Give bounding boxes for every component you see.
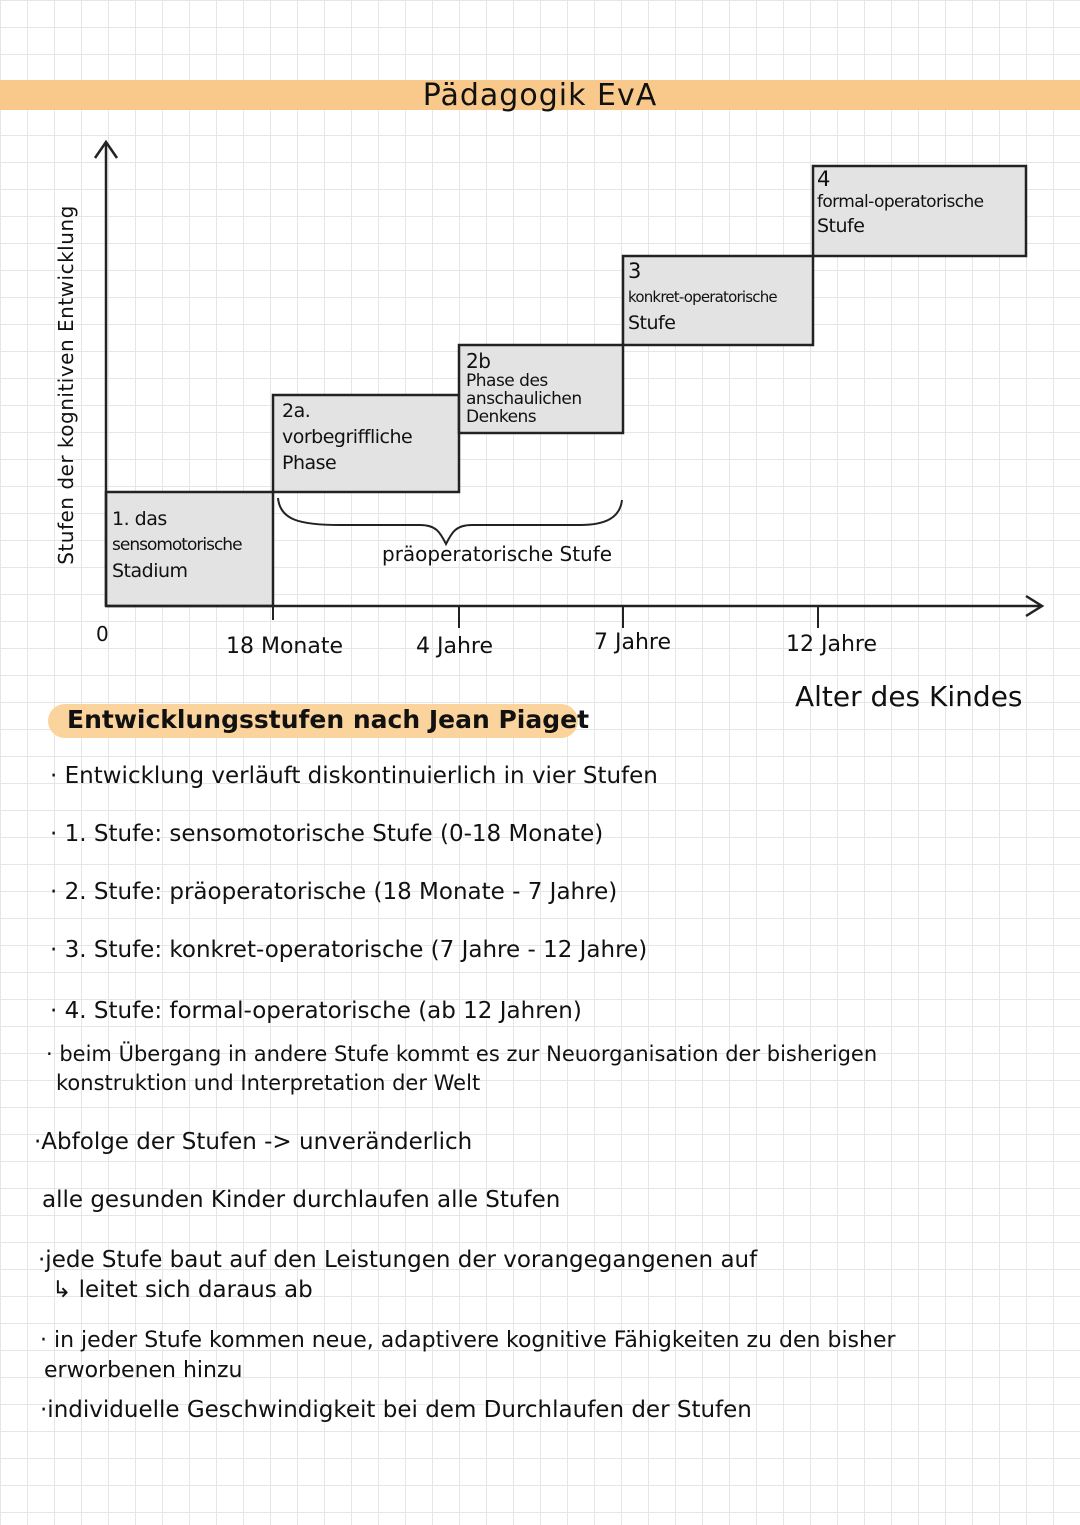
stage-2b-line-4: Denkens — [466, 407, 537, 427]
stage-2a-line-2: vorbegriffliche — [282, 426, 413, 448]
tick-label-4-jahre: 4 Jahre — [416, 634, 493, 659]
note-8: ·Abfolge der Stufen -> unveränderlich — [34, 1129, 473, 1155]
brace-label: präoperatorische Stufe — [382, 542, 613, 566]
stage-3-line-1: 3 — [628, 259, 641, 283]
stage-2b-line-2: Phase des — [466, 371, 548, 391]
stage-4-line-1: 4 — [817, 167, 830, 191]
note-10: ·jede Stufe baut auf den Leistungen der vorangegangenen auf — [38, 1247, 758, 1273]
note-5: · 4. Stufe: formal-operatorische (ab 12 Jahren) — [50, 998, 582, 1024]
note-11: ↳ leitet sich daraus ab — [52, 1277, 313, 1303]
stage-4-line-2: formal-operatorische — [817, 192, 984, 212]
stage-2a-line-3: Phase — [282, 452, 337, 474]
note-7: konstruktion und Interpretation der Welt — [56, 1071, 481, 1095]
stage-1-line-3: Stadium — [112, 560, 188, 582]
stage-label-2b — [466, 350, 582, 426]
tick-label-18-monate: 18 Monate — [226, 634, 344, 659]
stage-label-3 — [628, 258, 777, 336]
stage-1-line-2: sensomotorische — [112, 535, 242, 555]
stage-2b-line-1: 2b — [466, 349, 491, 373]
tick-label-7-jahre: 7 Jahre — [594, 630, 671, 655]
tick-label-12-jahre: 12 Jahre — [786, 632, 877, 657]
preoperational-brace — [278, 498, 622, 544]
stage-3-line-2: konkret-operatorische — [628, 288, 777, 306]
stage-2b-line-3: anschaulichen — [466, 389, 582, 409]
page-title: Pädagogik EvA — [422, 78, 658, 113]
x-axis-label: Alter des Kindes — [795, 680, 1023, 713]
stage-2a-line-1: 2a. — [282, 400, 311, 422]
stage-3-line-3: Stufe — [628, 312, 676, 334]
note-6: · beim Übergang in andere Stufe kommt es zur Neuorganisation der bisherigen — [46, 1042, 878, 1066]
section-heading: Entwicklungsstufen nach Jean Piaget — [67, 705, 590, 734]
stage-1-line-1: 1. das — [112, 508, 167, 530]
stage-label-4 — [817, 168, 984, 238]
note-13: erworbenen hinzu — [44, 1358, 243, 1383]
y-axis-label: Stufen der kognitiven Entwicklung — [54, 205, 78, 565]
note-9: alle gesunden Kinder durchlaufen alle Stufen — [42, 1187, 561, 1213]
origin-label: 0 — [96, 622, 109, 646]
note-1: · Entwicklung verläuft diskontinuierlich in vier Stufen — [50, 763, 658, 789]
stage-label-2a — [282, 398, 412, 476]
note-3: · 2. Stufe: präoperatorische (18 Monate - 7 Jahre) — [50, 879, 618, 905]
note-2: · 1. Stufe: sensomotorische Stufe (0-18 Monate) — [50, 821, 604, 847]
note-12: · in jeder Stufe kommen neue, adaptivere kognitive Fähigkeiten zu den bisher — [40, 1328, 896, 1353]
stage-label-1 — [112, 506, 242, 584]
note-14: ·individuelle Geschwindigkeit bei dem Durchlaufen der Stufen — [40, 1397, 752, 1423]
stage-4-line-3: Stufe — [817, 215, 865, 237]
note-4: · 3. Stufe: konkret-operatorische (7 Jahre - 12 Jahre) — [50, 937, 648, 963]
